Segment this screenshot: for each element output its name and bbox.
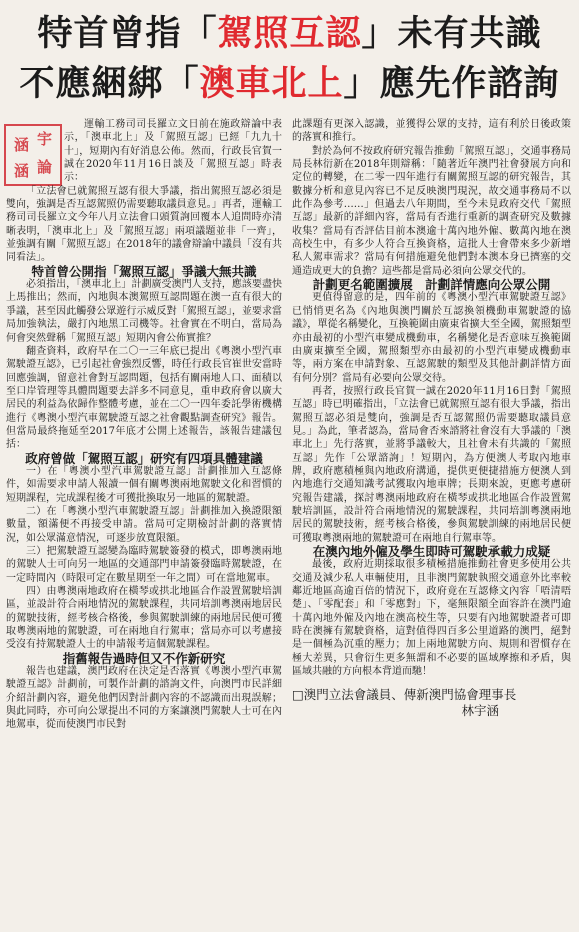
headline-line-1 (0, 6, 579, 56)
headline-line-2 (0, 56, 579, 106)
paragraph: 一）在「粵澳小型汽車駕駛證互認」計劃推加入互認條件，如需要求申請人報讀一個有關粵澳兩地駕駛文化和習慣的短期課程，完成課程後才可獲批換取另一地區的駕駛證。 (6, 465, 282, 504)
stamp-char: 涵 (14, 136, 30, 154)
author-name: 林宇涵 (461, 702, 499, 718)
paragraph: 運輸工務司司長羅立文日前在施政辯論中表示，「澳車北上」及「駕照互認」已經「九九十十」，短期內有好消息公佈。然而，行政長官賀一誠在2020年11月16日談及「駕照互認」時表示： (64, 119, 282, 184)
paragraph: 更值得留意的是，四年前的《粵澳小型汽車駕駛證互認》已悄悄更名為《內地與澳門關於互認換領機動車駕駛證的協議》，單從名稱變化，互換範圍由廣東省擴大至全國，駕照類型亦由最初的小型汽車變成機動車，名稱變化是否意味互換範圍由廣東擴至全國，駕照類型亦由最初的小型汽車變成機動車等，兩方案在申請對象、互認駕駛的類型及其他計劃詳情方面有何分別？當局有必要向公眾交待。 (292, 292, 571, 384)
stamp-char: 論 (37, 158, 53, 176)
paragraph: 報告也建議，澳門政府在決定是否落實《粵澳小型汽車駕駛證互認》計劃前，可製作計劃的諮詢文件，向澳門市民詳細介紹計劃內容，避免他們因對計劃內容的不認識而出現誤解；與此同時，亦可向公眾提出不同的方案讓澳門駕駛人士可在內地駕車，從而使澳門市民對 (6, 666, 282, 731)
article-column-left (6, 118, 282, 732)
paragraph: 最後，政府近期採取很多積極措施推動社會更多使用公共交通及減少私人車輛使用，且非澳門駕駛執照交通意外比率較鄰近地區高逾百倍的情況下，政府竟在互認條文內容「唔清唔楚」、「零配套」和「零應對」下，毫無限額全面容許在澳門逾十萬內地外僱及內地在澳高校生等，只要有內地駕駛證者可即時在澳擁有駕駛資格，這對值得四百多公里道路的澳門，絕對是一個極為沉重的壓力；加上兩地駕駛方向、規則和習慣存在極大差異，只會衍生更多無謂和不必要的區域摩擦和矛盾，與區域共融的方向根本背道而馳！ (292, 559, 571, 678)
headline-1-text-end: 」未有共識 (361, 14, 542, 54)
author-signature (292, 688, 571, 717)
subheading: 政府曾做「駕照互認」研究有四項具體建議 (25, 450, 263, 466)
headline-1-text: 特首曾指「 (37, 14, 218, 54)
headline-2-highlight: 澳車北上 (199, 64, 344, 104)
headline-1-highlight: 駕照互認 (217, 14, 362, 54)
stamp-char: 宇 (37, 130, 53, 148)
stamp-char: 涵 (14, 162, 30, 180)
subheading: 指舊報告過時但又不作新研究 (62, 650, 226, 666)
author-title: □澳門立法會議員、傳新澳門協會理事長 (292, 687, 517, 703)
paragraph: 再者，按照行政長官賀一誠在2020年11月16日對「駕照互認」時已明確指出，「立法會已就駕照互認有很大爭議，指出駕照互認必須是雙向，強調是否互認駕照仍需要聽取議員意見。」為此，筆者認為，當局會否來諮將社會沒有大爭議的「澳車北上」先行落實，並將爭議較大，且社會未有共識的「駕照互認」先作「公眾諮詢」！短期內，為方便澳人考取內地車牌，政府應積極與內地政府溝通，提供更便捷措施方便澳人到內地進行交通知識考試獲取內地車牌；長期來說，更應考慮研究報告建議，探討粵澳兩地政府在橫琴或拱北地區合作設置駕駛培訓區，設計符合兩地情況的駕駛課程，共同培訓粵澳兩地居民的駕駛技術，經考核合格後，參與駕駛訓練的兩地居民便可獲取粵澳兩地的駕駛證可在兩地自行駕車等。 (292, 385, 571, 544)
headline-2-text: 不應綑綁「 (19, 64, 200, 104)
paragraph: 翻查資料，政府早在二〇一三年底已提出《粵澳小型汽車駕駛證互認》，已引起社會強烈反響，時任行政長官崔世安當時回應強調，留意社會對互認問題，包括有關兩地人口、面積以至口岸管理等具體問題要去詳多不同意見，重申政府會以廣大居民的利益為依歸作整體考慮，並在二〇一四年委託學術機構進行《粵澳小型汽車駕駛證互認之社會觀點調查研究》報告。但當局最終拖延至2017年底才公開上述報告，該報告建議包括： (6, 345, 282, 451)
paragraph: 四）由粵澳兩地政府在橫琴或拱北地區合作設置駕駛培訓區，並設計符合兩地情況的駕駛課程，共同培訓粵澳兩地居民的駕駛技術，經考核合格後，參與駕駛訓練的兩地居民便可獲取粵澳兩地的駕駛證，可在兩地自行駕車；當局亦可以考慮接受沒有持駕駛證人士的申請報考這個駕駛課程。 (6, 586, 282, 651)
article-column-right (292, 118, 571, 717)
subheading: 在澳內地外僱及學生即時可駕駛承載力成疑 (312, 544, 551, 559)
subheading: 特首曾公開指「駕照互認」爭議大無共識 (31, 263, 257, 279)
paragraph: 必須指出，「澳車北上」計劃廣受澳門人支持，應該要盡快上馬推出；然而，內地與本澳駕照互認問題在澳一直有很大的爭議，甚至因此觸發公眾遊行示威反對「駕照互認」，並要求當局加強執法，嚴打內地黑工司機等。社會實在不明白，當局為何會突然聲稱「駕照互認」短期內會公佈實推？ (6, 279, 282, 344)
paragraph: 二）在「粵澳小型汽車駕駛證互認」計劃推加入換證限額數量，額滿便不再接受申請。當局可定期檢討計劃的落實情況，如公眾滿意情況，可逐步放寬限額。 (6, 505, 282, 544)
paragraph: 此課題有更深入認識，並獲得公眾的支持，這有利於日後政策的落實和推行。 (292, 119, 571, 144)
subheading: 計劃更名範圍擴展 計劃詳情應向公眾公開 (312, 277, 551, 293)
paragraph: 「立法會已就駕照互認有很大爭議，指出駕照互認必須是雙向，強調是否互認駕照仍需要聽取議員意見。」再者，運輸工務司司長羅立文今年八月立法會口頭質詢回覆本人追問時亦清晰表明，「澳車北上」及「駕照互認」兩項議題並非「一齊」，並強調有關「駕照互認」在2018年的議會辯論中議員「沒有共同看法」。 (6, 185, 282, 264)
paragraph: 三）把駕駛證互認變為臨時駕駛簽發的模式，即粵澳兩地的駕駛人士可向另一地區的交通部門申請簽發臨時駕駛證，在一定時間內（時限可定在數星期至一年之間）可在當地駕車。 (6, 546, 282, 584)
headline-2-text-end: 」應先作諮詢 (343, 64, 560, 104)
paragraph: 對於為何不按政府研究報告推動「駕照互認」，交通事務局局長林衍新在2018年則辯稱：「隨著近年澳門社會發展方向和定位的轉變，在二零一四年進行有關駕照互認的研究報告，其數據分析和意見內容已不足反映澳門現況，故交通事務局不以此作為參考……」但過去八年期間，至今未見政府交代「駕照互認」最新的詳細內容，當局有否進行重新的調查研究及數據收集？當局有否評估目前本澳逾十萬內地外僱、數萬內地在澳高校生中，有多少人符合互換資格，這批人士會帶來多少新增私人駕車需求？當局有何措施避免他們對本澳本身已擠塞的交通造成更大的負擔？這些都是當局必須向公眾交代的。 (292, 145, 571, 277)
